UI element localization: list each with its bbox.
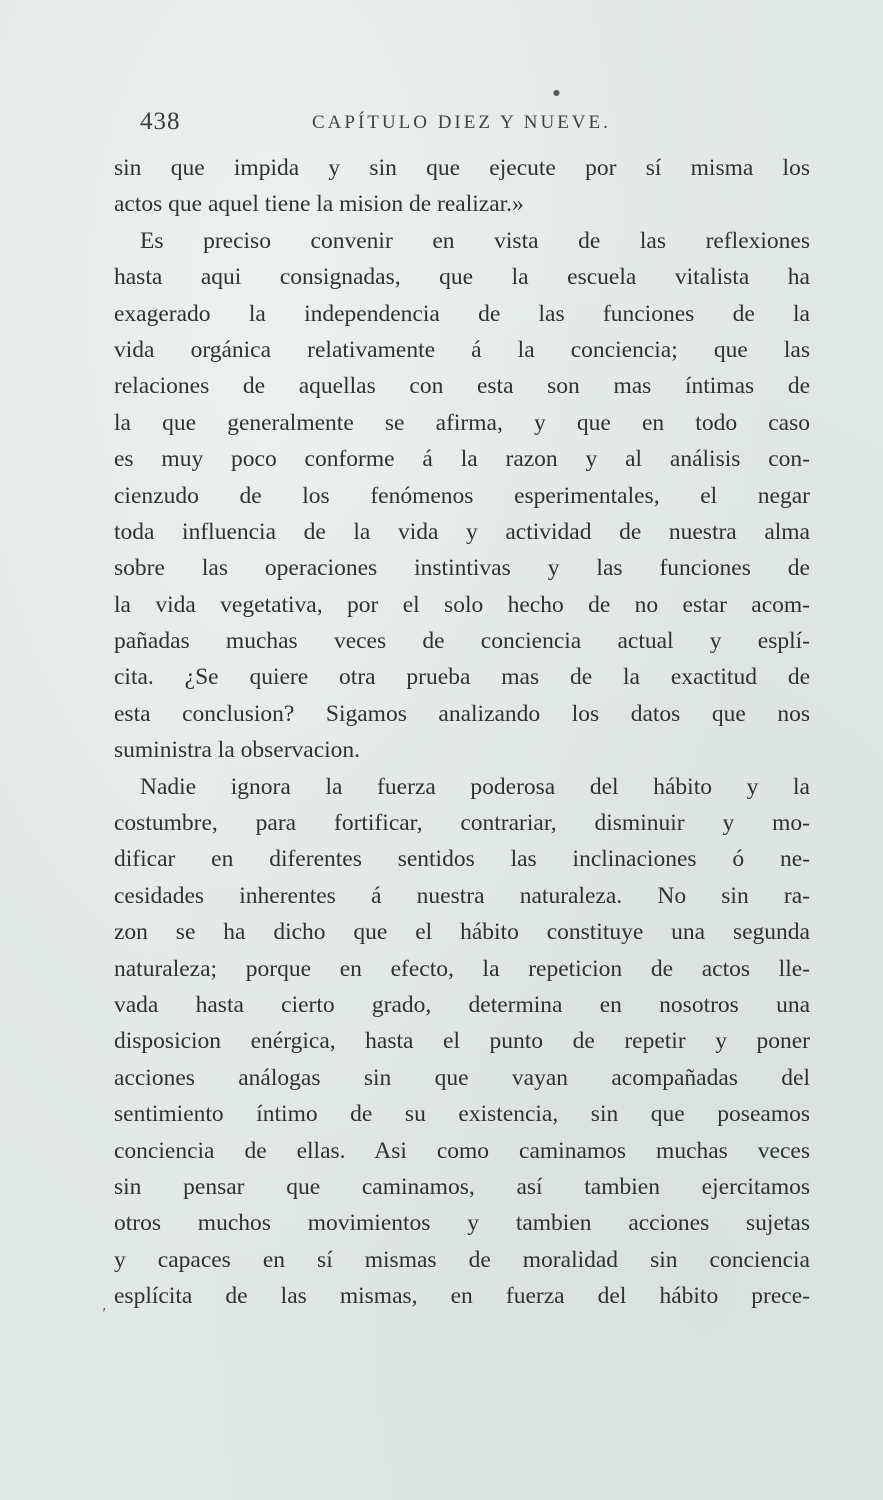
text-line: esplícita de las mismas, en fuerza del hábito prece- [114, 1283, 810, 1310]
text-line: suministra la observacion. [114, 737, 361, 764]
text-line: vada hasta cierto grado, determina en nosotros una [114, 991, 810, 1018]
text-line: naturaleza; porque en efecto, la repeticion de actos lle- [114, 955, 810, 982]
paragraph-start-line: Nadie ignora la fuerza poderosa del hábito y la [140, 773, 810, 800]
text-line: cesidades inherentes á nuestra naturaleza. No sin ra- [114, 882, 810, 909]
text-line: sin que impida y sin que ejecute por sí misma los [114, 155, 810, 181]
paragraph-start-line: Es preciso convenir en vista de las reflexiones [140, 227, 810, 254]
text-line: y capaces en sí mismas de moralidad sin conciencia [114, 1246, 810, 1273]
text-line: sobre las operaciones instintivas y las funciones de [114, 555, 810, 582]
ink-speck: ● [553, 88, 560, 97]
text-line: dificar en diferentes sentidos las inclinaciones ó ne- [114, 846, 810, 873]
text-line: sentimiento íntimo de su existencia, sin que poseamos [114, 1101, 810, 1128]
running-head: CAPÍTULO DIEZ Y NUEVE. [312, 112, 611, 133]
body-text [114, 150, 810, 1315]
text-line: actos que aquel tiene la mision de realizar.» [114, 191, 524, 218]
text-line: hasta aqui consignadas, que la escuela vitalista ha [114, 264, 810, 291]
text-line: pañadas muchas veces de conciencia actual y esplí- [114, 628, 810, 655]
text-line: vida orgánica relativamente á la conciencia; que las [114, 336, 810, 363]
text-line: acciones análogas sin que vayan acompañadas del [114, 1064, 810, 1091]
text-line: la vida vegetativa, por el solo hecho de no estar acom- [114, 591, 810, 618]
text-line: la que generalmente se afirma, y que en todo caso [114, 409, 810, 436]
text-line: toda influencia de la vida y actividad de nuestra alma [114, 518, 810, 545]
text-line: conciencia de ellas. Asi como caminamos muchas veces [114, 1137, 810, 1164]
text-line: zon se ha dicho que el hábito constituye una segunda [114, 919, 810, 946]
text-line: relaciones de aquellas con esta son mas íntimas de [114, 373, 810, 400]
text-line: esta conclusion? Sigamos analizando los datos que nos [114, 700, 810, 727]
text-line: cita. ¿Se quiere otra prueba mas de la exactitud de [114, 664, 810, 691]
text-line: otros muchos movimientos y tambien acciones sujetas [114, 1210, 810, 1237]
text-line: costumbre, para fortificar, contrariar, disminuir y mo- [114, 810, 810, 837]
page-number: 438 [140, 108, 181, 135]
text-line: sin pensar que caminamos, así tambien ejercitamos [114, 1173, 810, 1200]
text-line: disposicion enérgica, hasta el punto de repetir y poner [114, 1028, 810, 1055]
text-line: es muy poco conforme á la razon y al análisis con- [114, 446, 810, 473]
text-line: exagerado la independencia de las funciones de la [114, 300, 810, 327]
page-header [140, 108, 820, 144]
text-line: cienzudo de los fenómenos esperimentales, el negar [114, 482, 810, 509]
ink-speck: , [102, 1298, 107, 1314]
